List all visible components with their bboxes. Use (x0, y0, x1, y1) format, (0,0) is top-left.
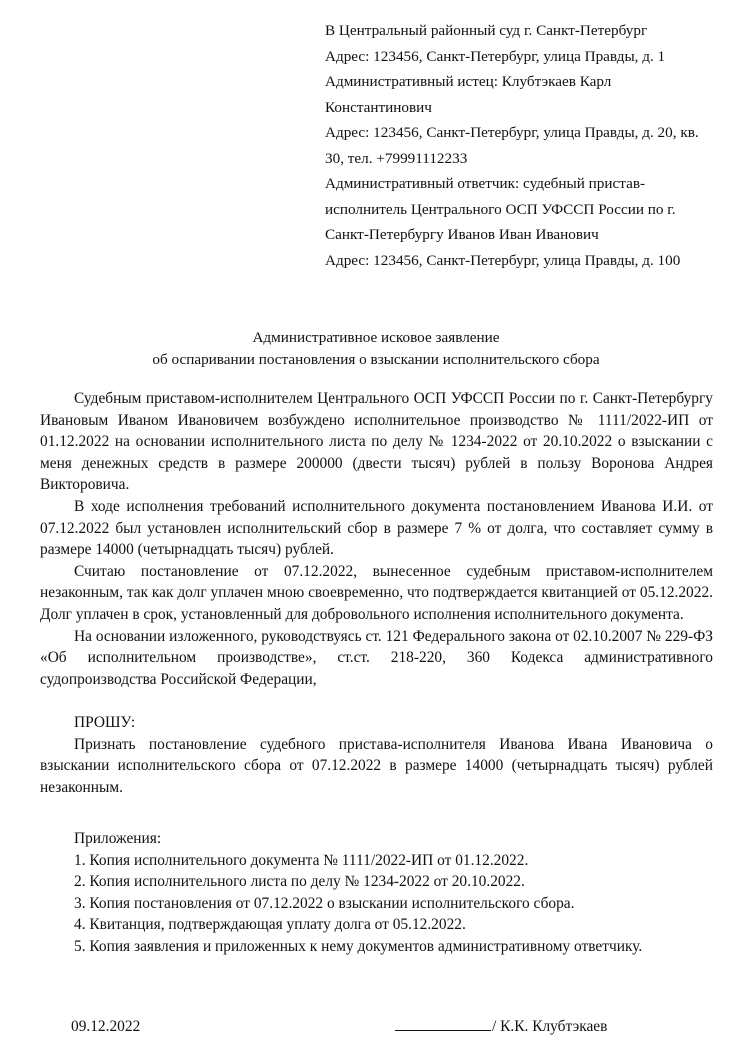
attachments-section (40, 828, 713, 958)
document-body (40, 388, 713, 798)
signature-name: К.К. Клубтэкаев (500, 1018, 608, 1035)
body-paragraph-2: В ходе исполнения требований исполнительного документа постановлением Иванова И.И. от 07.12.2022 был установлен исполнительский сбор в размере 7 % от долга, что составляет сумму в размере 14000 (четырнадцать тысяч) рублей. (40, 497, 713, 559)
attachment-item: 2. Копия исполнительного листа по делу № 1234-2022 от 20.10.2022. (74, 873, 525, 891)
signature-separator: / (492, 1018, 497, 1035)
body-paragraph-1: Судебным приставом-исполнителем Центрального ОСП УФССП России по г. Санкт-Петербургу Ивановым Иваном Ивановичем возбуждено исполнительное производство № 1111/2022-ИП от 01.12.2022 на основании исполнительного листа по делу № 1234-2022 от 20.10.2022 о взыскании с меня денежных средств в размере 200000 (двести тысяч) рублей в пользу Воронова Андрея Викторовича. (40, 390, 713, 494)
header-line-court: В Центральный районный суд г. Санкт-Петербург (325, 22, 648, 39)
attachment-item: 3. Копия постановления от 07.12.2022 о взыскании исполнительского сбора. (74, 894, 575, 912)
document-title-line-1: Административное исковое заявление (252, 329, 500, 346)
document-title-line-2: об оспаривании постановления о взыскании исполнительского сбора (152, 350, 600, 368)
signature-line (395, 1017, 491, 1031)
attachments-list (40, 850, 713, 958)
header-line-defendant: Административный ответчик: судебный пристав-исполнитель Центрального ОСП УФССП России по г. Санкт-Петербургу Иванов Иван Иванович (325, 175, 676, 243)
attachment-item: 5. Копия заявления и приложенных к нему документов административному ответчику. (74, 937, 643, 955)
header-line-court-address: Адрес: 123456, Санкт-Петербург, улица Правды, д. 1 (325, 47, 666, 65)
request-heading: ПРОШУ: (74, 713, 136, 731)
request-paragraph: Признать постановление судебного пристава-исполнителя Иванова Ивана Ивановича о взыскании исполнительского сбора от 07.12.2022 в размере 14000 (четырнадцать тысяч) рублей незаконным. (40, 735, 713, 796)
header-line-plaintiff-address: Адрес: 123456, Санкт-Петербург, улица Правды, д. 20, кв. 30, тел. +79991112233 (325, 124, 699, 167)
header-line-defendant-address: Адрес: 123456, Санкт-Петербург, улица Правды, д. 100 (325, 251, 681, 269)
attachment-item: 1. Копия исполнительного документа № 1111/2022-ИП от 01.12.2022. (74, 851, 529, 869)
addressee-header-block (325, 18, 717, 273)
attachment-item: 4. Квитанция, подтверждающая уплату долга от 05.12.2022. (74, 916, 466, 934)
attachments-title: Приложения: (74, 830, 162, 847)
body-paragraph-4: На основании изложенного, руководствуясь ст. 121 Федерального закона от 02.10.2007 № 229-ФЗ «Об исполнительном производстве», ст.ст. 218-220, 360 Кодекса административного судопроизводства Российской Федерации, (40, 627, 713, 688)
body-paragraph-3: Считаю постановление от 07.12.2022, вынесенное судебным приставом-исполнителем незаконным, так как долг уплачен мною своевременно, что подтверждается квитанцией от 05.12.2022. Долг уплачен в срок, установленный для добровольного исполнения исполнительного документа. (40, 562, 713, 623)
header-line-plaintiff: Административный истец: Клубтэкаев Карл Константинович (325, 73, 612, 116)
document-title (40, 327, 712, 370)
signature-date: 09.12.2022 (71, 1018, 141, 1035)
signature-block (395, 1016, 607, 1038)
